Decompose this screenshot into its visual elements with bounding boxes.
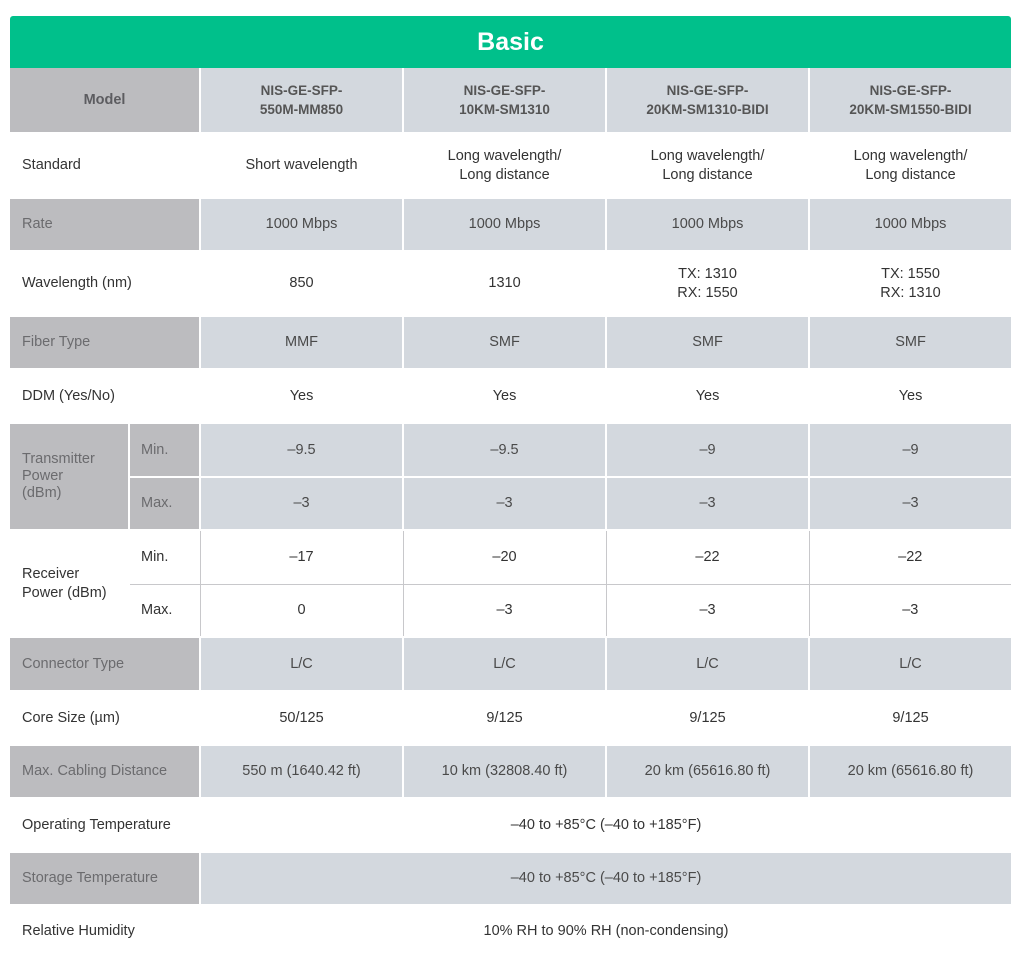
cell: –22: [606, 530, 809, 584]
cell: 9/125: [809, 691, 1011, 745]
cell: –3: [809, 584, 1011, 637]
cell: Long wavelength/ Long distance: [403, 133, 606, 198]
row-label: Max. Cabling Distance: [10, 745, 200, 798]
model-2: NIS-GE-SFP- 10KM-SM1310: [403, 68, 606, 133]
row-label: DDM (Yes/No): [10, 369, 200, 423]
row-label: Rate: [10, 198, 200, 251]
table-row-tx-min: [10, 423, 1011, 477]
table-row-fiber-type: [10, 316, 1011, 369]
cell: L/C: [200, 637, 403, 691]
cell: TX: 1310 RX: 1550: [606, 251, 809, 316]
table-title: Basic: [10, 16, 1011, 68]
table-row-wavelength: [10, 251, 1011, 316]
cell: 9/125: [606, 691, 809, 745]
cell: –40 to +85°C (–40 to +185°F): [200, 798, 1011, 852]
row-label: Relative Humidity: [10, 905, 200, 957]
table-row-rx-max: [10, 584, 1011, 637]
rx-min-label: Min.: [129, 530, 200, 584]
cell: SMF: [403, 316, 606, 369]
cell: 0: [200, 584, 403, 637]
table-row-connector: [10, 637, 1011, 691]
spec-table: [10, 68, 1011, 957]
table-row-rx-min: [10, 530, 1011, 584]
cell: Short wavelength: [200, 133, 403, 198]
table-row-tx-max: [10, 477, 1011, 530]
table-row-standard: [10, 133, 1011, 198]
cell: –9: [606, 423, 809, 477]
cell: 10% RH to 90% RH (non-condensing): [200, 905, 1011, 957]
cell: SMF: [606, 316, 809, 369]
row-label: Wavelength (nm): [10, 251, 200, 316]
tx-power-label: Transmitter Power (dBm): [10, 423, 129, 530]
cell: 550 m (1640.42 ft): [200, 745, 403, 798]
table-row-humidity: [10, 905, 1011, 957]
row-label: Core Size (µm): [10, 691, 200, 745]
model-label: Model: [10, 68, 200, 133]
cell: 10 km (32808.40 ft): [403, 745, 606, 798]
tx-min-label: Min.: [129, 423, 200, 477]
cell: 850: [200, 251, 403, 316]
table-row-operating-temp: [10, 798, 1011, 852]
cell: –3: [606, 477, 809, 530]
table-row-core-size: [10, 691, 1011, 745]
cell: 1000 Mbps: [809, 198, 1011, 251]
cell: 1310: [403, 251, 606, 316]
rx-max-label: Max.: [129, 584, 200, 637]
row-label: Fiber Type: [10, 316, 200, 369]
row-label: Connector Type: [10, 637, 200, 691]
rx-power-label: Receiver Power (dBm): [10, 530, 129, 637]
cell: –40 to +85°C (–40 to +185°F): [200, 852, 1011, 905]
tx-max-label: Max.: [129, 477, 200, 530]
row-label: Operating Temperature: [10, 798, 200, 852]
cell: L/C: [606, 637, 809, 691]
cell: TX: 1550 RX: 1310: [809, 251, 1011, 316]
cell: –9: [809, 423, 1011, 477]
cell: Yes: [809, 369, 1011, 423]
cell: 50/125: [200, 691, 403, 745]
table-row-rate: [10, 198, 1011, 251]
cell: Long wavelength/ Long distance: [606, 133, 809, 198]
table-row-ddm: [10, 369, 1011, 423]
cell: Yes: [200, 369, 403, 423]
cell: 1000 Mbps: [403, 198, 606, 251]
cell: L/C: [809, 637, 1011, 691]
table-row-storage-temp: [10, 852, 1011, 905]
cell: –3: [403, 477, 606, 530]
model-3: NIS-GE-SFP- 20KM-SM1310-BIDI: [606, 68, 809, 133]
cell: 20 km (65616.80 ft): [606, 745, 809, 798]
cell: –9.5: [200, 423, 403, 477]
cell: –22: [809, 530, 1011, 584]
cell: Yes: [606, 369, 809, 423]
cell: MMF: [200, 316, 403, 369]
cell: Long wavelength/ Long distance: [809, 133, 1011, 198]
cell: –3: [200, 477, 403, 530]
cell: 9/125: [403, 691, 606, 745]
header-row: [10, 68, 1011, 133]
cell: Yes: [403, 369, 606, 423]
model-1: NIS-GE-SFP- 550M-MM850: [200, 68, 403, 133]
cell: –17: [200, 530, 403, 584]
cell: 1000 Mbps: [200, 198, 403, 251]
row-label: Storage Temperature: [10, 852, 200, 905]
table-row-cabling: [10, 745, 1011, 798]
row-label: Standard: [10, 133, 200, 198]
spec-table-container: [10, 16, 1011, 957]
cell: –3: [403, 584, 606, 637]
cell: L/C: [403, 637, 606, 691]
cell: –20: [403, 530, 606, 584]
cell: SMF: [809, 316, 1011, 369]
cell: 1000 Mbps: [606, 198, 809, 251]
cell: –9.5: [403, 423, 606, 477]
model-4: NIS-GE-SFP- 20KM-SM1550-BIDI: [809, 68, 1011, 133]
cell: 20 km (65616.80 ft): [809, 745, 1011, 798]
cell: –3: [809, 477, 1011, 530]
cell: –3: [606, 584, 809, 637]
